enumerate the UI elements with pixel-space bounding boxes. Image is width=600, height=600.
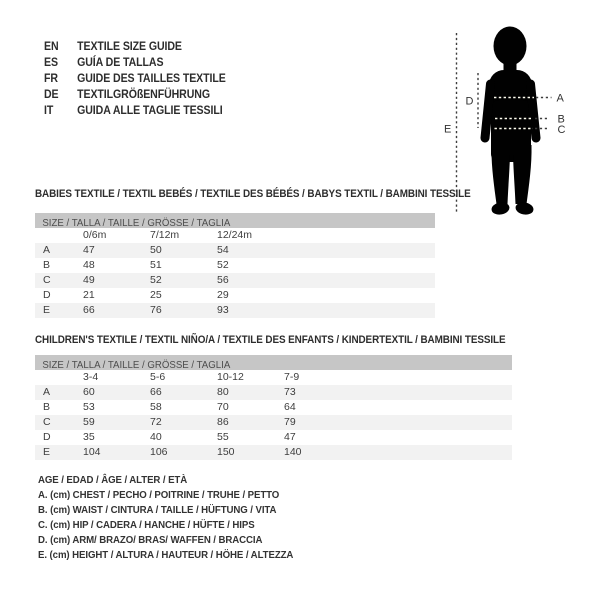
cell-value: 25 (150, 289, 162, 301)
legend-line: AGE / EDAD / ÂGE / ALTER / ETÀ (38, 474, 188, 486)
row-label: C (43, 416, 51, 428)
cell-value: 50 (150, 244, 162, 256)
cell-value: 55 (217, 431, 229, 443)
table-row (35, 273, 435, 288)
cell-value: 47 (284, 431, 296, 443)
language-label: GUIDE DES TAILLES TEXTILE (77, 73, 226, 85)
row-label: C (43, 274, 51, 286)
table-row (35, 288, 435, 303)
row-label: D (43, 431, 51, 443)
cell-value: 76 (150, 304, 162, 316)
table-row (35, 400, 512, 415)
cell-value: 86 (217, 416, 229, 428)
row-label: D (43, 289, 51, 301)
language-label: GUIDA ALLE TAGLIE TESSILI (77, 105, 223, 117)
language-label: GUÍA DE TALLAS (77, 57, 164, 69)
column-header: 7/12m (150, 229, 180, 241)
language-code: IT (44, 105, 54, 117)
measurement-label-b: B (557, 113, 565, 126)
column-header: 10-12 (217, 371, 244, 383)
language-code: FR (44, 73, 58, 85)
cell-value: 35 (83, 431, 95, 443)
language-label: TEXTILGRÖßENFÜHRUNG (77, 89, 210, 101)
table-row (35, 445, 512, 460)
cell-value: 49 (83, 274, 95, 286)
cell-value: 64 (284, 401, 296, 413)
column-header: 5-6 (150, 371, 166, 383)
cell-value: 48 (83, 259, 95, 271)
cell-value: 140 (284, 446, 302, 458)
column-header: 3-4 (83, 371, 99, 383)
column-header: 12/24m (217, 229, 253, 241)
language-row (44, 87, 226, 103)
cell-value: 29 (217, 289, 229, 301)
language-row (44, 55, 226, 71)
cell-value: 73 (284, 386, 296, 398)
cell-value: 106 (150, 446, 168, 458)
row-label: E (43, 446, 51, 458)
table-row (35, 415, 512, 430)
column-header: 7-9 (284, 371, 300, 383)
language-code: EN (44, 41, 59, 53)
cell-value: 80 (217, 386, 229, 398)
cell-value: 150 (217, 446, 235, 458)
cell-value: 52 (150, 274, 162, 286)
babies-size-table (35, 213, 435, 318)
table-row (35, 243, 435, 258)
child-silhouette-icon (485, 27, 536, 216)
language-row (44, 71, 226, 87)
size-bar (35, 213, 435, 228)
measurement-label-c: C (557, 124, 566, 136)
column-header: 0/6m (83, 229, 107, 241)
legend-line: B. (cm) WAIST / CINTURA / TAILLE / HÜFTUNG / VITA (38, 504, 277, 516)
cell-value: 21 (83, 289, 95, 301)
measurement-label-d: D (465, 95, 474, 108)
table-row (35, 430, 512, 445)
language-row (44, 103, 226, 119)
row-label: B (43, 401, 51, 413)
cell-value: 72 (150, 416, 162, 428)
cell-value: 79 (284, 416, 296, 428)
children-size-table (35, 355, 512, 460)
cell-value: 56 (217, 274, 229, 286)
cell-value: 60 (83, 386, 95, 398)
children-section-title: CHILDREN'S TEXTILE / TEXTIL NIÑO/A / TEXTILE DES ENFANTS / KINDERTEXTIL / BAMBINI TESSILE (35, 334, 506, 346)
measurement-label-a: A (556, 92, 564, 105)
cell-value: 66 (150, 386, 162, 398)
legend-line: D. (cm) ARM/ BRAZO/ BRAS/ WAFFEN / BRACCIA (38, 534, 263, 546)
cell-value: 52 (217, 259, 229, 271)
cell-value: 104 (83, 446, 101, 458)
cell-value: 70 (217, 401, 229, 413)
table-row (35, 303, 435, 318)
cell-value: 53 (83, 401, 95, 413)
size-bar-label: SIZE / TALLA / TAILLE / GRÖSSE / TAGLIA (42, 359, 231, 371)
language-code: DE (44, 89, 59, 101)
legend-line: E. (cm) HEIGHT / ALTURA / HAUTEUR / HÖHE / ALTEZZA (38, 549, 294, 561)
language-label: TEXTILE SIZE GUIDE (77, 41, 182, 53)
row-label: A (43, 386, 51, 398)
cell-value: 51 (150, 259, 162, 271)
table-row (35, 385, 512, 400)
cell-value: 47 (83, 244, 95, 256)
cell-value: 58 (150, 401, 162, 413)
language-row (44, 39, 226, 55)
size-bar-label: SIZE / TALLA / TAILLE / GRÖSSE / TAGLIA (42, 217, 231, 229)
legend-line: A. (cm) CHEST / PECHO / POITRINE / TRUHE / PETTO (38, 489, 280, 501)
cell-value: 66 (83, 304, 95, 316)
language-code: ES (44, 57, 58, 69)
babies-section-title: BABIES TEXTILE / TEXTIL BEBÉS / TEXTILE DES BÉBÉS / BABYS TEXTIL / BAMBINI TESSILE (35, 188, 471, 200)
row-label: B (43, 259, 51, 271)
measurement-label-e: E (444, 123, 452, 136)
cell-value: 40 (150, 431, 162, 443)
table-row (35, 258, 435, 273)
cell-value: 93 (217, 304, 229, 316)
measurement-legend (38, 473, 293, 563)
row-label: E (43, 304, 51, 316)
cell-value: 59 (83, 416, 95, 428)
cell-value: 54 (217, 244, 229, 256)
language-list (44, 39, 226, 119)
legend-line: C. (cm) HIP / CADERA / HANCHE / HÜFTE / HIPS (38, 519, 255, 531)
row-label: A (43, 244, 51, 256)
size-bar (35, 355, 512, 370)
